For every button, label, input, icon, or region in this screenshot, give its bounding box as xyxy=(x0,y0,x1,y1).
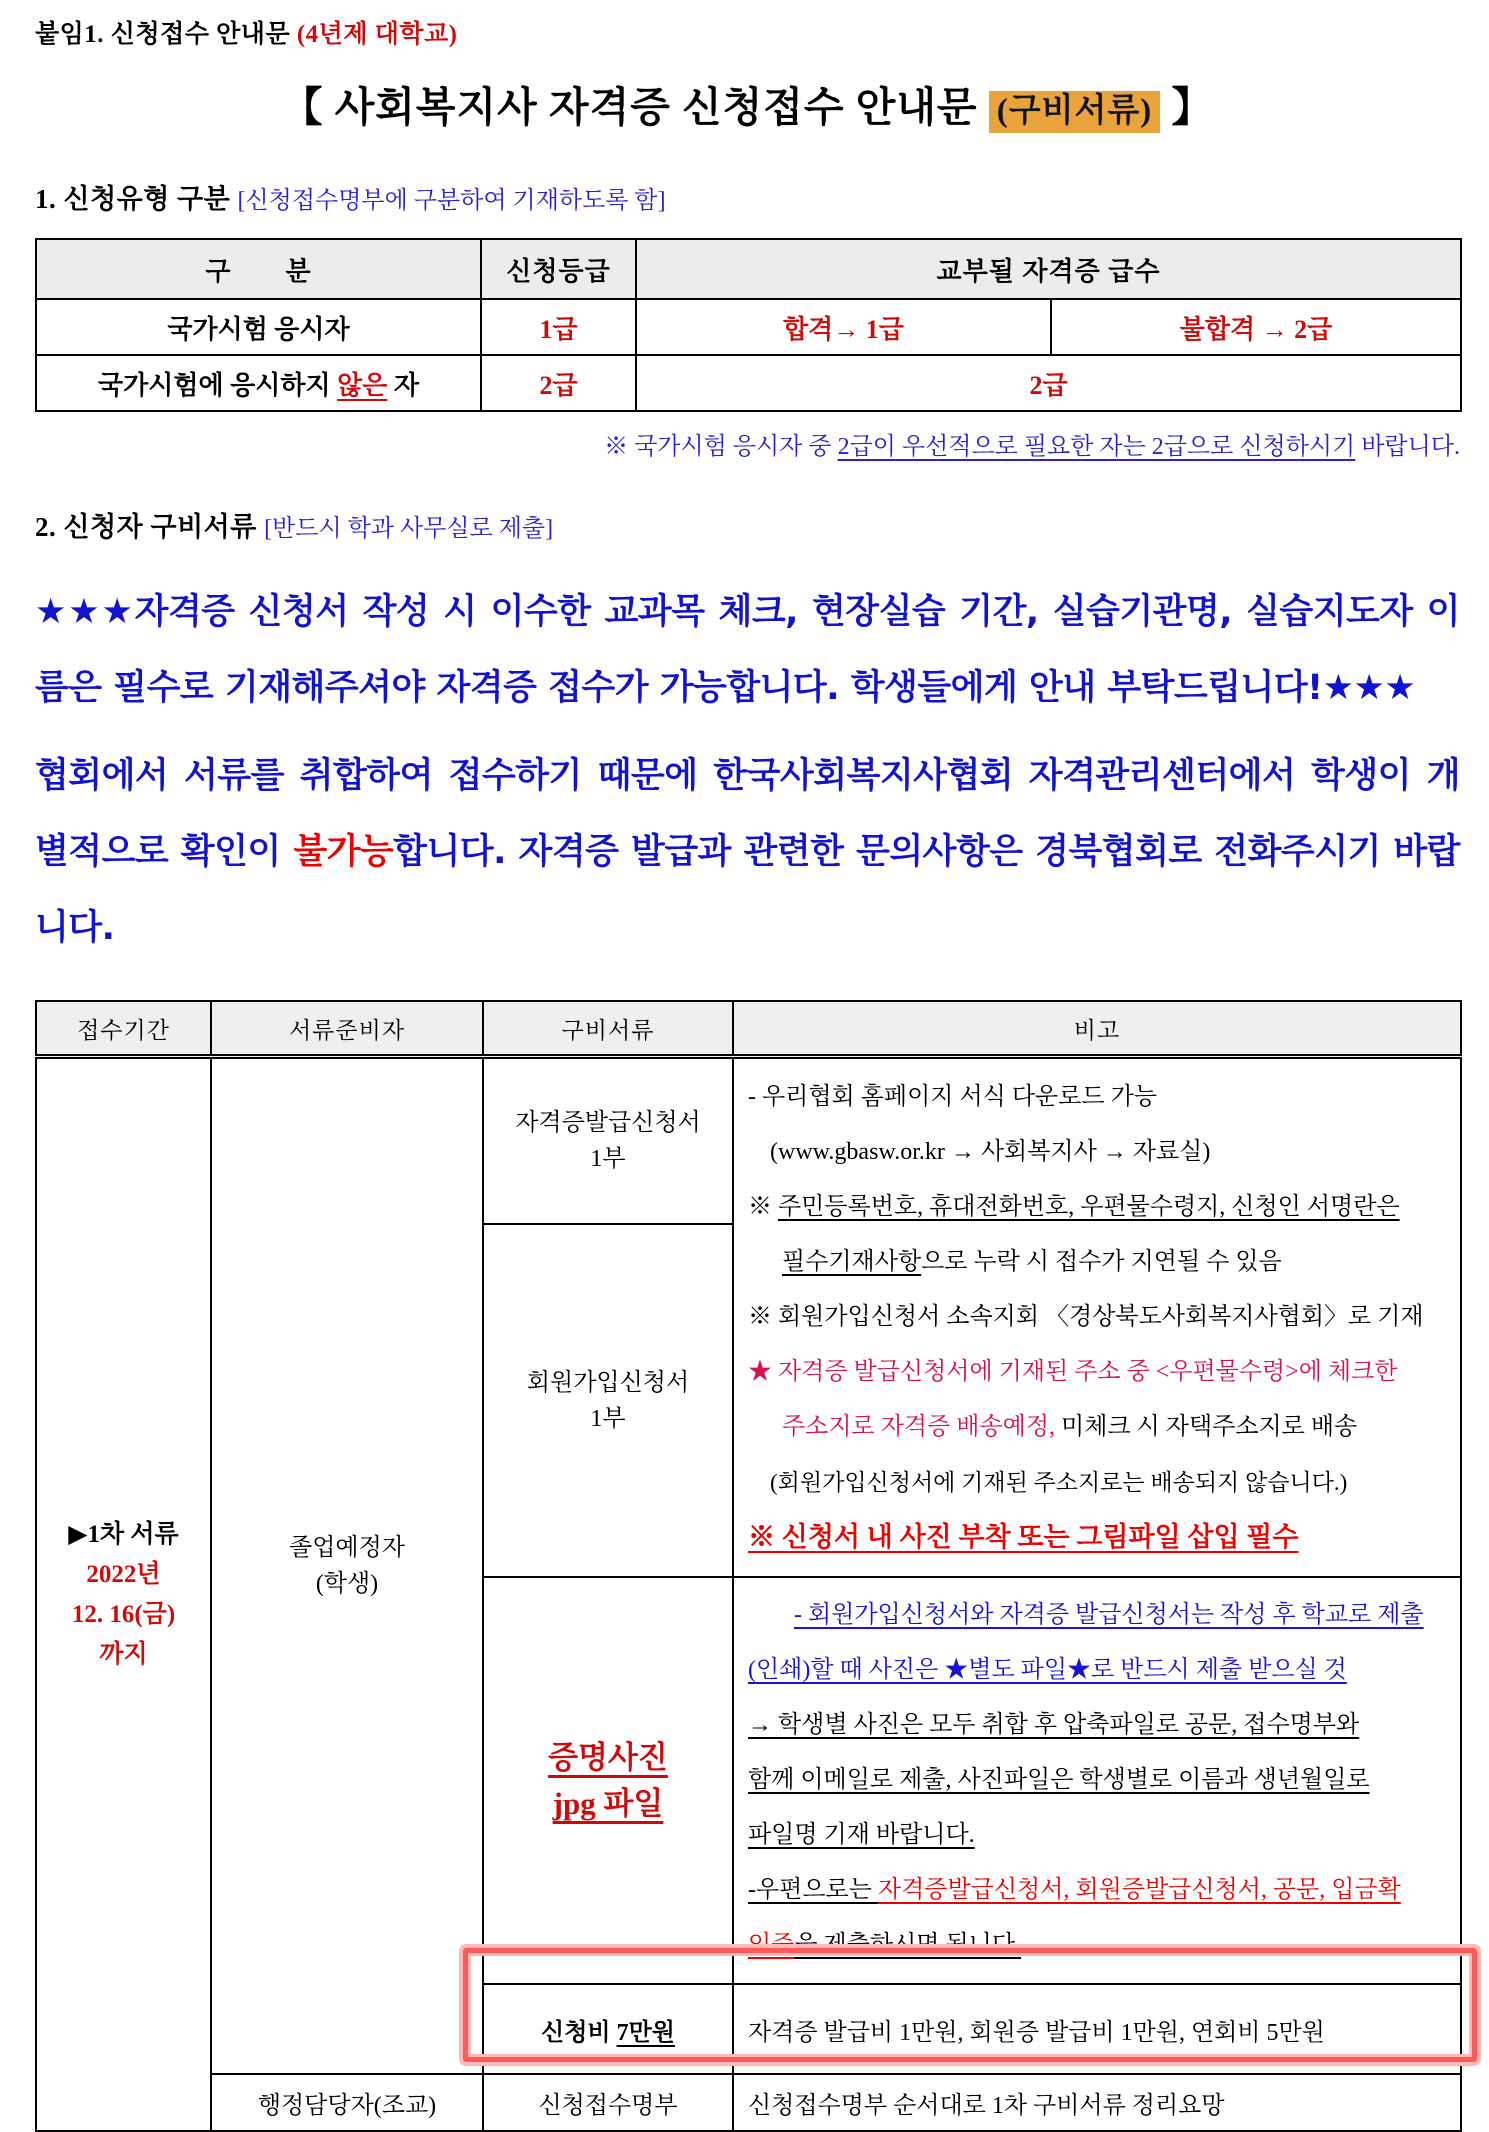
non-taker-emphasis: 않은 xyxy=(337,370,388,400)
header-cell-period: 접수기간 xyxy=(36,1001,211,1057)
cell-non-taker-grade: 2급 xyxy=(481,355,636,411)
required-documents-table xyxy=(35,1000,1462,2132)
section1-bracket-note: [신청접수명부에 구분하여 기재하도록 함] xyxy=(237,188,666,214)
section1-heading xyxy=(35,177,1460,216)
cell-fee xyxy=(483,1984,733,2074)
period-line-4: 까지 xyxy=(99,1640,148,1668)
attachment-line xyxy=(35,14,1460,50)
cell-doc-roster: 신청접수명부 xyxy=(483,2074,733,2131)
remark-delivery-rest: 미체크 시 자택주소지로 배송 xyxy=(1055,1414,1358,1440)
cell-roster-remark: 신청접수명부 순서대로 1차 구비서류 정리요망 xyxy=(733,2074,1461,2131)
table-row-non-taker xyxy=(36,355,1461,411)
remark-address-check-text: 자격증 발급신청서에 기재된 주소 중 <우편물수령>에 체크한 xyxy=(778,1359,1398,1385)
cell-preparer-student xyxy=(211,1057,483,2075)
notice2-part2: 합니다. 자격증 발급과 관련한 문의사항은 경북협회로 전화주시기 바랍니다. xyxy=(35,832,1460,948)
cell-exam-pass: 합격→ 1급 xyxy=(636,299,1051,355)
doc-cert-app-line1: 자격증발급신청서 xyxy=(515,1110,701,1136)
cell-submission-period xyxy=(36,1057,211,2132)
remark-zip-file xyxy=(748,1698,1454,1753)
documents-table-header-row xyxy=(36,1001,1461,1057)
doc-member-app-line2: 1부 xyxy=(590,1405,626,1432)
section2-number: 2. 신청자 구비서류 xyxy=(35,512,265,542)
cell-exam-fail: 불합격 → 2급 xyxy=(1051,299,1461,355)
remark-submit-school xyxy=(748,1588,1454,1643)
remark-email-submit xyxy=(748,1753,1454,1808)
header-cell-issued-grade: 교부될 자격증 급수 xyxy=(636,239,1461,299)
doc-photo-line2-text: jpg 파일 xyxy=(552,1785,664,1821)
doc-photo-line1 xyxy=(485,1735,731,1781)
header-cell-category: 구 분 xyxy=(36,239,481,299)
title-text-open: 【 사회복지사 자격증 신청접수 안내문 xyxy=(281,84,989,130)
remark-mail-docs-2 xyxy=(748,1918,1454,1973)
fee-amount: 7만원 xyxy=(616,2019,675,2046)
footnote-underlined: 2급이 우선적으로 필요한 자는 2급으로 신청하시기 xyxy=(837,434,1356,460)
header-cell-remarks: 비고 xyxy=(733,1001,1461,1057)
remark-required-marker: ※ xyxy=(748,1194,778,1220)
doc-photo-line2 xyxy=(485,1781,731,1827)
cell-doc-cert-application xyxy=(483,1057,733,1225)
remark-photo-required-text: ※ 신청서 내 사진 부착 또는 그림파일 삽입 필수 xyxy=(748,1522,1299,1552)
remark-separate-file-text: (인쇄)할 때 사진은 ★별도 파일★로 반드시 제출 받으실 것 xyxy=(748,1657,1347,1683)
cell-doc-membership xyxy=(483,1224,733,1577)
non-taker-suffix: 자 xyxy=(387,370,419,400)
remark-no-delivery: (회원가입신청서에 기재된 주소지로는 배송되지 않습니다.) xyxy=(770,1470,1348,1495)
preparer-student-line2: (학생) xyxy=(315,1571,379,1597)
remark-email-submit-text: 함께 이메일로 제출, 사진파일은 학생별로 이름과 생년월일로 xyxy=(748,1767,1370,1793)
cell-remarks-applications xyxy=(733,1057,1461,1578)
remark-confirm-red: 인증 xyxy=(748,1932,795,1958)
remark-star-marker: ★ xyxy=(748,1359,778,1385)
remark-address-check xyxy=(748,1345,1454,1400)
remark-mail-docs-red: 자격증발급신청서, 회원증발급신청서, 공문, 입금확 xyxy=(877,1877,1401,1903)
remark-zip-file-text: → 학생별 사진은 모두 취합 후 압축파일로 공문, 접수명부와 xyxy=(748,1712,1360,1738)
notice-paragraph-1: ★★★자격증 신청서 작성 시 이수한 교과목 체크, 현장실습 기간, 실습기관명, 실습지도자 이름은 필수로 기재해주셔야 자격증 접수가 가능합니다. 학생들에게 안내 부탁드립니다!★★★ xyxy=(35,592,1460,708)
notice2-impossible: 불가능 xyxy=(293,832,394,872)
remark-submit-school-text: - 회원가입신청서와 자격증 발급신청서는 작성 후 학교로 제출 xyxy=(794,1602,1424,1628)
remark-photo-required xyxy=(748,1510,1454,1565)
footnote-suffix: 바랍니다. xyxy=(1355,434,1460,460)
table-row-exam-taker xyxy=(36,299,1461,355)
doc-photo-line1-text: 증명사진 xyxy=(548,1739,668,1775)
remark-filename xyxy=(748,1808,1454,1863)
row-cert-application xyxy=(36,1057,1461,1225)
remark-confirm-rest: 을 제출하시면 됩니다. xyxy=(794,1932,1022,1958)
cell-exam-taker-grade: 1급 xyxy=(481,299,636,355)
attachment-school-type: (4년제 대학교) xyxy=(296,21,458,48)
header-cell-preparer: 서류준비자 xyxy=(211,1001,483,1057)
notice-paragraph-2 xyxy=(35,738,1460,966)
notice2-part1: 협회에서 서류를 취합하여 접수하기 때문에 한국사회복지사협회 자격관리센터에서 학생이 개별적으로 확인이 xyxy=(35,756,1460,872)
title-highlight-badge: (구비서류) xyxy=(989,91,1161,133)
remark-required-fields-underline: 주민등록번호, 휴대전화번호, 우편물수령지, 신청인 서명란은 xyxy=(778,1194,1400,1220)
footnote-prefix: ※ 국가시험 응시자 중 xyxy=(604,434,838,460)
remark-separate-file xyxy=(748,1643,1454,1698)
remark-branch: ※ 회원가입신청서 소속지회 〈경상북도사회복지사협회〉로 기재 xyxy=(748,1304,1424,1330)
section1-number: 1. 신청유형 구분 xyxy=(35,184,238,214)
cell-non-taker-label xyxy=(36,355,481,411)
section2-bracket-note: [반드시 학과 사무실로 제출] xyxy=(264,516,554,542)
page-title xyxy=(35,74,1460,133)
remark-delivery xyxy=(748,1400,1454,1455)
remark-delivery-red: 주소지로 자격증 배송예정, xyxy=(782,1414,1056,1440)
header-cell-grade: 신청등급 xyxy=(481,239,636,299)
cell-exam-taker-label: 국가시험 응시자 xyxy=(36,299,481,355)
remark-required-fields-2 xyxy=(748,1235,1454,1290)
fee-label-text: 신청비 xyxy=(541,2019,617,2046)
attachment-label: 붙임1. 신청접수 안내문 xyxy=(35,21,297,48)
remark-website-path: (www.gbasw.or.kr → 사회복지사 → 자료실) xyxy=(770,1139,1211,1165)
remark-mail-docs xyxy=(748,1863,1454,1918)
preparer-student-line1: 졸업예정자 xyxy=(289,1535,405,1561)
doc-cert-app-line2: 1부 xyxy=(590,1146,626,1172)
remark-required-fields xyxy=(748,1180,1454,1235)
application-type-header-row xyxy=(36,239,1461,299)
required-documents-table-wrapper xyxy=(35,1000,1460,2132)
remark-mail-prefix: -우편으로는 xyxy=(748,1877,878,1903)
cell-remarks-photo xyxy=(733,1577,1461,1984)
period-line-1: ▶1차 서류 xyxy=(68,1520,179,1548)
title-text-close: 】 xyxy=(1160,84,1214,130)
section2-heading xyxy=(35,505,1460,544)
cell-preparer-admin: 행정담당자(조교) xyxy=(211,2074,483,2131)
non-taker-prefix: 국가시험에 응시하지 xyxy=(98,370,338,400)
cell-doc-photo xyxy=(483,1577,733,1984)
doc-member-app-line1: 회원가입신청서 xyxy=(526,1369,690,1396)
cell-fee-breakdown: 자격증 발급비 1만원, 회원증 발급비 1만원, 연회비 5만원 xyxy=(733,1984,1461,2074)
remark-mandatory-rest: 으로 누락 시 접수가 지연될 수 있음 xyxy=(921,1249,1282,1275)
grade-table-footnote xyxy=(35,426,1460,461)
period-line-2: 2022년 xyxy=(86,1560,161,1588)
cell-non-taker-issued: 2급 xyxy=(636,355,1461,411)
remark-filename-text: 파일명 기재 바랍니다. xyxy=(748,1822,975,1848)
period-line-3: 12. 16(금) xyxy=(71,1600,176,1628)
remark-download: - 우리협회 홈페이지 서식 다운로드 가능 xyxy=(748,1084,1157,1110)
remark-mandatory-underline: 필수기재사항 xyxy=(782,1249,922,1275)
header-cell-documents: 구비서류 xyxy=(483,1001,733,1057)
application-type-table xyxy=(35,238,1462,412)
row-roster xyxy=(36,2074,1461,2131)
